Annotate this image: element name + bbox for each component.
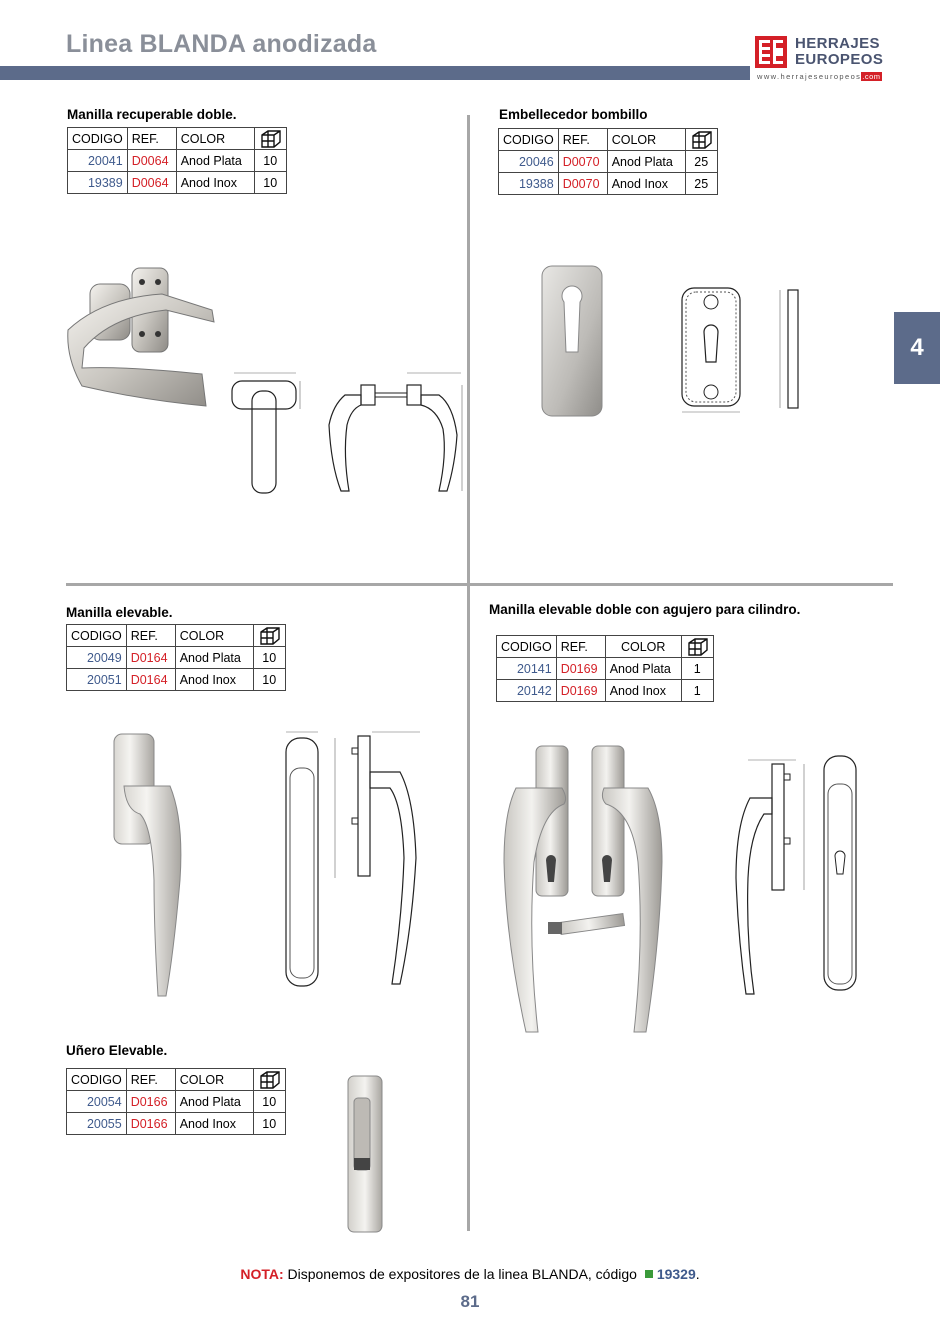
title-bar (0, 66, 750, 80)
col-codigo: CODIGO (497, 636, 557, 658)
page-number: 81 (460, 1292, 480, 1311)
col-codigo: CODIGO (67, 1069, 127, 1091)
horizontal-divider-left (66, 583, 468, 586)
table-row (499, 151, 718, 173)
table-row (67, 669, 286, 691)
technical-drawing-elevable-doble (728, 748, 860, 998)
footer-note (0, 1266, 940, 1282)
col-color: COLOR (175, 1069, 253, 1091)
cell-codigo: 19389 (68, 172, 128, 194)
page-title: Linea BLANDA anodizada (66, 30, 377, 58)
cell-qty: 10 (254, 150, 286, 172)
col-ref: REF. (127, 128, 176, 150)
cell-codigo: 20055 (67, 1113, 127, 1135)
note-code: 19329 (656, 1266, 696, 1282)
product-image-manilla-elevable (108, 730, 188, 1000)
box-icon (256, 1070, 282, 1090)
table-row (68, 150, 287, 172)
product-title: Embellecedor bombillo (499, 107, 648, 122)
cell-codigo: 20141 (497, 658, 557, 680)
product-table (66, 624, 286, 691)
cell-color: Anod Plata (175, 647, 253, 669)
table-row (497, 680, 714, 702)
note-text: Disponemos de expositores de la linea BLANDA, código (287, 1266, 637, 1282)
horizontal-divider-right (470, 583, 893, 586)
product-image-embellecedor (538, 262, 608, 422)
cell-qty: 10 (253, 669, 285, 691)
product-image-unero-elevable (340, 1072, 390, 1237)
cell-color: Anod Inox (175, 669, 253, 691)
bullet-square-icon (645, 1270, 653, 1278)
cell-qty: 1 (681, 658, 713, 680)
cell-color: Anod Plata (176, 150, 254, 172)
cell-ref: D0064 (127, 172, 176, 194)
cell-color: Anod Plata (605, 658, 681, 680)
vertical-divider (467, 115, 470, 1231)
col-color: COLOR (605, 636, 681, 658)
table-row (67, 647, 286, 669)
table-row (67, 1091, 286, 1113)
cell-qty: 25 (685, 151, 717, 173)
box-icon (257, 129, 283, 149)
col-codigo: CODIGO (68, 128, 128, 150)
cell-ref: D0169 (556, 658, 605, 680)
technical-drawing-front (230, 365, 305, 495)
col-ref: REF. (556, 636, 605, 658)
technical-drawing-side (325, 365, 465, 495)
cell-ref: D0164 (126, 669, 175, 691)
table-row (499, 173, 718, 195)
cell-ref: D0166 (126, 1091, 175, 1113)
product-image-manilla-recuperable (62, 258, 222, 418)
product-table (498, 128, 718, 195)
cell-codigo: 20051 (67, 669, 127, 691)
cell-qty: 25 (685, 173, 717, 195)
brand-name-line2: EUROPEOS (795, 51, 884, 68)
cell-qty: 10 (253, 1091, 285, 1113)
cell-ref: D0166 (126, 1113, 175, 1135)
box-icon (684, 637, 710, 657)
col-color: COLOR (175, 625, 253, 647)
cell-codigo: 20046 (499, 151, 559, 173)
cell-color: Anod Plata (175, 1091, 253, 1113)
col-ref: REF. (126, 625, 175, 647)
table-row (67, 1113, 286, 1135)
cell-ref: D0070 (558, 151, 607, 173)
cell-color: Anod Inox (176, 172, 254, 194)
product-table (67, 127, 287, 194)
col-box-quantity (681, 636, 713, 658)
table-row (68, 172, 287, 194)
cell-codigo: 20049 (67, 647, 127, 669)
product-title: Manilla recuperable doble. (67, 107, 237, 122)
table-row (497, 658, 714, 680)
product-title: Manilla elevable. (66, 605, 173, 620)
cell-ref: D0164 (126, 647, 175, 669)
cell-codigo: 20142 (497, 680, 557, 702)
cell-codigo: 20054 (67, 1091, 127, 1113)
product-title: Manilla elevable doble con agujero para cilindro. (489, 602, 801, 617)
note-label: NOTA: (240, 1266, 284, 1282)
brand-logo (755, 34, 895, 84)
cell-color: Anod Inox (607, 173, 685, 195)
technical-drawing-elevable (280, 728, 435, 990)
col-box-quantity (685, 129, 717, 151)
cell-ref: D0064 (127, 150, 176, 172)
cell-qty: 10 (254, 172, 286, 194)
box-icon (688, 130, 714, 150)
brand-website: www.herrajeseuropeos.com (757, 72, 881, 81)
col-color: COLOR (607, 129, 685, 151)
brand-name-line1: HERRAJES (795, 35, 880, 52)
product-image-manilla-elevable-doble (498, 742, 668, 1037)
note-end: . (695, 1266, 700, 1282)
col-box-quantity (253, 1069, 285, 1091)
cell-color: Anod Plata (607, 151, 685, 173)
chapter-tab: 4 (894, 312, 940, 384)
col-color: COLOR (176, 128, 254, 150)
product-title: Uñero Elevable. (66, 1043, 168, 1058)
technical-drawing-embellecedor (676, 278, 826, 418)
cell-qty: 10 (253, 647, 285, 669)
cell-codigo: 19388 (499, 173, 559, 195)
col-ref: REF. (126, 1069, 175, 1091)
cell-qty: 10 (253, 1113, 285, 1135)
col-box-quantity (254, 128, 286, 150)
brand-logo-mark-icon (755, 36, 787, 68)
product-table (66, 1068, 286, 1135)
col-box-quantity (253, 625, 285, 647)
cell-color: Anod Inox (605, 680, 681, 702)
col-codigo: CODIGO (499, 129, 559, 151)
box-icon (256, 626, 282, 646)
product-table (496, 635, 714, 702)
cell-codigo: 20041 (68, 150, 128, 172)
col-codigo: CODIGO (67, 625, 127, 647)
cell-color: Anod Inox (175, 1113, 253, 1135)
col-ref: REF. (558, 129, 607, 151)
cell-qty: 1 (681, 680, 713, 702)
cell-ref: D0169 (556, 680, 605, 702)
cell-ref: D0070 (558, 173, 607, 195)
